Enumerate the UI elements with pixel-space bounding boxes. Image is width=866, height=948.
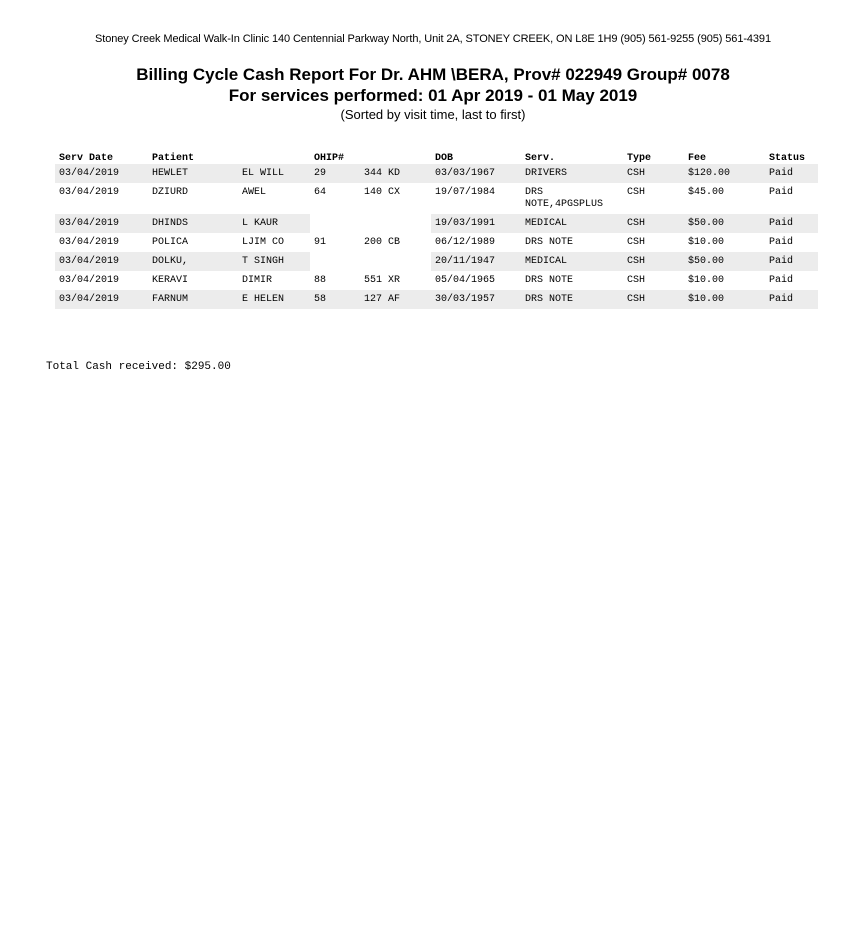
report-date-range: For services performed: 01 Apr 2019 - 01 May 2019 [228, 86, 638, 105]
cell-ohip: 64 [310, 183, 360, 214]
cell-serv: DRS NOTE [521, 271, 623, 290]
cell-fee: $120.00 [684, 164, 765, 183]
cell-type: CSH [623, 290, 684, 309]
table-row [55, 290, 818, 309]
cell-dob: 20/11/1947 [431, 252, 521, 271]
table-row [55, 183, 818, 214]
cell-serv: MEDICAL [521, 252, 623, 271]
cell-status: Paid [765, 252, 818, 271]
cell-serv: DRS NOTE [521, 290, 623, 309]
cell-serv-date: 03/04/2019 [55, 233, 148, 252]
cell-patient: DZIURD [148, 183, 238, 214]
cell-ohip: 91 [310, 233, 360, 252]
table-row [55, 233, 818, 252]
sort-note: (Sorted by visit time, last to first) [340, 107, 526, 122]
cell-status: Paid [765, 214, 818, 233]
cell-patient: DIMIR [238, 271, 310, 290]
cell-patient: KERAVI [148, 271, 238, 290]
cell-fee: $50.00 [684, 252, 765, 271]
cell-type: CSH [623, 214, 684, 233]
cell-ohip [310, 214, 360, 233]
cell-dob: 05/04/1965 [431, 271, 521, 290]
total-cash-received: Total Cash received: $295.00 [46, 361, 231, 373]
cell-patient: FARNUM [148, 290, 238, 309]
cell-status: Paid [765, 271, 818, 290]
col-fee: Fee [688, 153, 707, 164]
report-title: Billing Cycle Cash Report For Dr. AHM \BERA, Prov# 022949 Group# 0078 [136, 65, 730, 84]
cell-ohip [360, 252, 431, 271]
col-ohip: OHIP# [314, 153, 345, 164]
cell-fee: $10.00 [684, 233, 765, 252]
cell-status: Paid [765, 233, 818, 252]
cell-dob: 19/07/1984 [431, 183, 521, 214]
cell-serv-date: 03/04/2019 [55, 214, 148, 233]
cell-patient: EL WILL [238, 164, 310, 183]
cell-ohip: 140 CX [360, 183, 431, 214]
cell-dob: 06/12/1989 [431, 233, 521, 252]
cell-serv-date: 03/04/2019 [55, 164, 148, 183]
table-row [55, 252, 818, 271]
col-serv: Serv. [525, 153, 556, 164]
cell-patient: HEWLET [148, 164, 238, 183]
cell-patient: POLICA [148, 233, 238, 252]
cell-patient: T SINGH [238, 252, 310, 271]
table-row [55, 164, 818, 183]
cell-status: Paid [765, 183, 818, 214]
cell-fee: $10.00 [684, 271, 765, 290]
clinic-header: Stoney Creek Medical Walk-In Clinic 140 Centennial Parkway North, Unit 2A, STONEY CREEK, ON L8E 1H9 (905) 561-9255 (905) 561-4391 [95, 33, 771, 45]
cell-ohip: 29 [310, 164, 360, 183]
cell-ohip: 344 KD [360, 164, 431, 183]
col-status: Status [769, 153, 806, 164]
cell-serv-date: 03/04/2019 [55, 252, 148, 271]
cell-ohip: 127 AF [360, 290, 431, 309]
cell-ohip: 551 XR [360, 271, 431, 290]
cell-dob: 19/03/1991 [431, 214, 521, 233]
billing-table [55, 148, 818, 309]
cell-dob: 03/03/1967 [431, 164, 521, 183]
cell-status: Paid [765, 164, 818, 183]
col-patient: Patient [152, 153, 195, 164]
cell-patient: DHINDS [148, 214, 238, 233]
table-row [55, 214, 818, 233]
cell-serv: DRS NOTE,4PGSPLUS [521, 183, 623, 214]
cell-serv: DRS NOTE [521, 233, 623, 252]
cell-fee: $10.00 [684, 290, 765, 309]
table-row [55, 271, 818, 290]
cell-ohip [310, 252, 360, 271]
table-header-row [55, 148, 818, 164]
cell-ohip: 58 [310, 290, 360, 309]
col-type: Type [627, 153, 652, 164]
cell-status: Paid [765, 290, 818, 309]
cell-fee: $50.00 [684, 214, 765, 233]
col-dob: DOB [435, 153, 454, 164]
cell-type: CSH [623, 183, 684, 214]
cell-serv: DRIVERS [521, 164, 623, 183]
cell-type: CSH [623, 252, 684, 271]
cell-ohip [360, 214, 431, 233]
cell-type: CSH [623, 233, 684, 252]
cell-patient: AWEL [238, 183, 310, 214]
cell-patient: L KAUR [238, 214, 310, 233]
cell-type: CSH [623, 271, 684, 290]
cell-serv-date: 03/04/2019 [55, 290, 148, 309]
cell-ohip: 88 [310, 271, 360, 290]
cell-patient: LJIM CO [238, 233, 310, 252]
col-serv-date: Serv Date [59, 153, 114, 164]
cell-patient: DOLKU, [148, 252, 238, 271]
cell-serv-date: 03/04/2019 [55, 183, 148, 214]
cell-type: CSH [623, 164, 684, 183]
cell-ohip: 200 CB [360, 233, 431, 252]
cell-fee: $45.00 [684, 183, 765, 214]
cell-dob: 30/03/1957 [431, 290, 521, 309]
cell-patient: E HELEN [238, 290, 310, 309]
cell-serv-date: 03/04/2019 [55, 271, 148, 290]
cell-serv: MEDICAL [521, 214, 623, 233]
